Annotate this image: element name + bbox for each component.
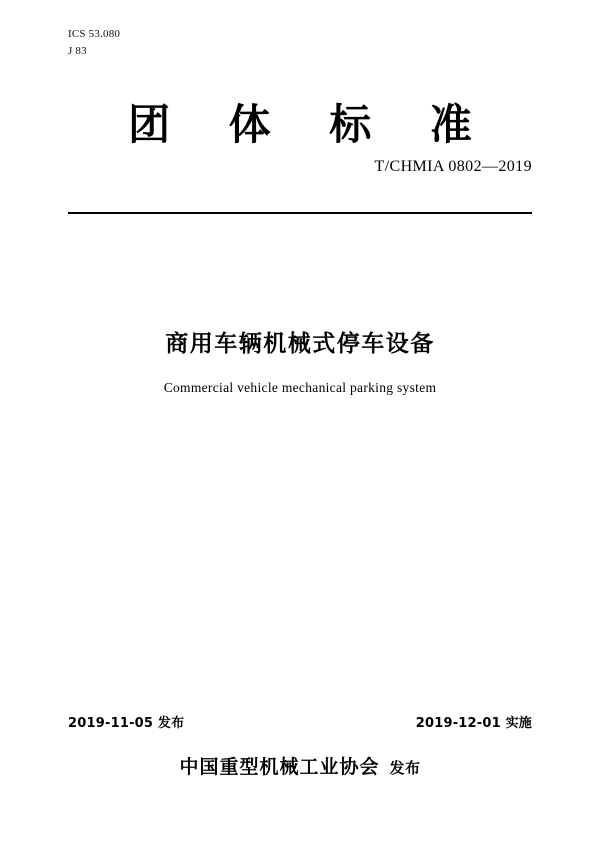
effective-date: 2019-12-01 实施 — [415, 716, 532, 731]
header-divider — [68, 212, 532, 214]
document-title-english: Commercial vehicle mechanical parking system — [163, 380, 437, 395]
classification-codes — [68, 26, 120, 59]
dates-row — [68, 712, 532, 731]
classification-code: J 83 — [68, 44, 87, 57]
ics-code: ICS 53.080 — [68, 28, 121, 40]
publisher-line — [0, 752, 600, 779]
publisher-organization: 中国重型机械工业协会 — [179, 756, 380, 778]
standard-type-heading: 团 体 标 准 — [128, 100, 494, 149]
standard-number: T/CHMIA 0802—2019 — [374, 158, 532, 175]
document-title-chinese: 商用车辆机械式停车设备 — [165, 331, 435, 357]
publisher-action: 发布 — [389, 759, 421, 777]
issue-date: 2019-11-05 发布 — [68, 716, 185, 731]
